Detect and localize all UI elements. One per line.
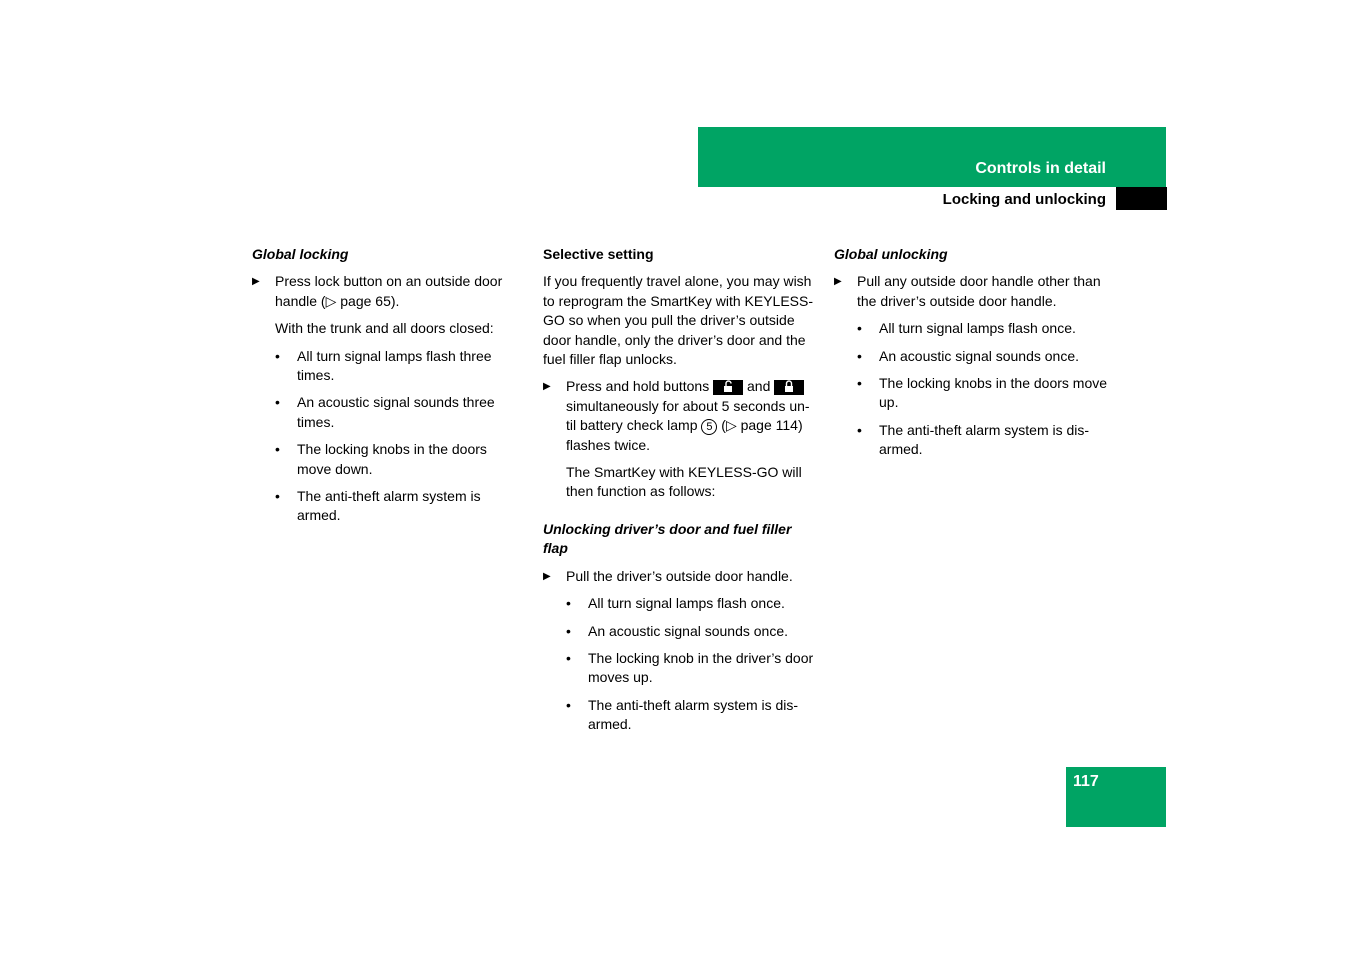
list-item-text: The anti-theft alarm system is armed. [297, 488, 481, 524]
result-list [543, 594, 818, 734]
bullet-icon: • [566, 649, 571, 666]
page-number-box [1066, 767, 1166, 827]
step-arrow-icon: ▶ [834, 276, 842, 288]
list-item-text: All turn signal lamps flash once. [588, 595, 785, 612]
bullet-icon: • [275, 441, 280, 458]
bullet-icon: • [566, 696, 571, 713]
list-item-text: An acoustic signal sounds once. [879, 347, 1080, 364]
bullet-icon: • [857, 347, 862, 364]
bullet-icon: • [566, 595, 571, 612]
list-item [857, 319, 1109, 338]
step-arrow-icon: ▶ [543, 570, 551, 582]
list-item [275, 440, 522, 479]
subsection-marker-block [1116, 187, 1167, 210]
step-text: Pull the driver’s outside door handle. [566, 567, 793, 584]
list-item [275, 393, 522, 432]
list-item [857, 421, 1109, 460]
instruction-step [252, 272, 522, 311]
selective-setting-paragraph: If you frequently travel alone, you may wish to reprogram the SmartKey with KEYLESS-GO so when you pull the driver’s outside door handle, only the driver’s door and the fuel filler flap unlocks. [543, 273, 813, 368]
list-item-text: The locking knobs in the doors move up. [879, 375, 1108, 411]
list-item-text: The locking knob in the driver’s door moves up. [588, 649, 814, 686]
step-text: Press lock button on an outside door handle (▷ page 65). [275, 273, 503, 309]
bullet-icon: • [857, 375, 862, 392]
result-list [252, 347, 522, 526]
list-item [566, 649, 818, 688]
list-item [275, 347, 522, 386]
heading-selective-setting: Selective setting [543, 246, 654, 262]
bullet-icon: • [275, 488, 280, 505]
battery-check-lamp-number: 5 [701, 419, 717, 435]
column-global-unlocking [834, 245, 1109, 468]
instruction-step [834, 272, 1109, 311]
instruction-step [543, 377, 818, 455]
result-text: The SmartKey with KEYLESS-GO will then function as follows: [566, 464, 802, 500]
bullet-icon: • [857, 320, 862, 337]
step-arrow-icon: ▶ [252, 276, 260, 288]
list-item-text: All turn signal lamps flash once. [879, 320, 1076, 337]
list-item-text: The anti-theft alarm system is dis-armed. [588, 696, 799, 733]
bullet-icon: • [275, 347, 280, 364]
bullet-icon: • [566, 622, 571, 639]
unlock-icon [713, 380, 743, 395]
result-list [834, 319, 1109, 459]
step-text-part3: (▷ page 114) flashes twice. [566, 417, 803, 453]
list-item [566, 622, 818, 641]
list-item [566, 696, 818, 735]
section-title: Controls in detail [975, 160, 1106, 177]
list-item [857, 374, 1109, 413]
list-item-text: The locking knobs in the doors move down. [297, 441, 487, 477]
step-text-part2: simultaneously for about 5 seconds un-til battery check lamp [566, 397, 810, 434]
heading-global-locking: Global locking [252, 246, 349, 262]
bullet-icon: • [857, 421, 862, 438]
list-item-text: The anti-theft alarm system is dis-armed. [879, 421, 1090, 458]
column-selective-setting [543, 245, 818, 743]
page-number: 117 [1073, 773, 1099, 790]
step-text-part1: Press and hold buttons [566, 378, 710, 395]
list-item-text: An acoustic signal sounds once. [588, 622, 789, 639]
step-arrow-icon: ▶ [543, 381, 551, 393]
list-item [275, 487, 522, 526]
list-item [857, 347, 1109, 366]
column-global-locking [252, 245, 522, 534]
instruction-step [543, 567, 818, 586]
list-item [566, 594, 818, 613]
condition-text: With the trunk and all doors closed: [275, 320, 494, 337]
list-item-text: An acoustic signal sounds three times. [297, 394, 495, 430]
step-text: Pull any outside door handle other than the driver’s outside door handle. [857, 273, 1101, 309]
heading-global-unlocking: Global unlocking [834, 246, 948, 262]
heading-unlocking-driver: Unlocking driver’s door and fuel filler flap [543, 520, 792, 557]
subsection-title: Locking and unlocking [942, 191, 1106, 208]
lock-icon [774, 380, 804, 395]
bullet-icon: • [275, 394, 280, 411]
step-text-and: and [747, 378, 771, 395]
list-item-text: All turn signal lamps flash three times. [297, 347, 492, 384]
